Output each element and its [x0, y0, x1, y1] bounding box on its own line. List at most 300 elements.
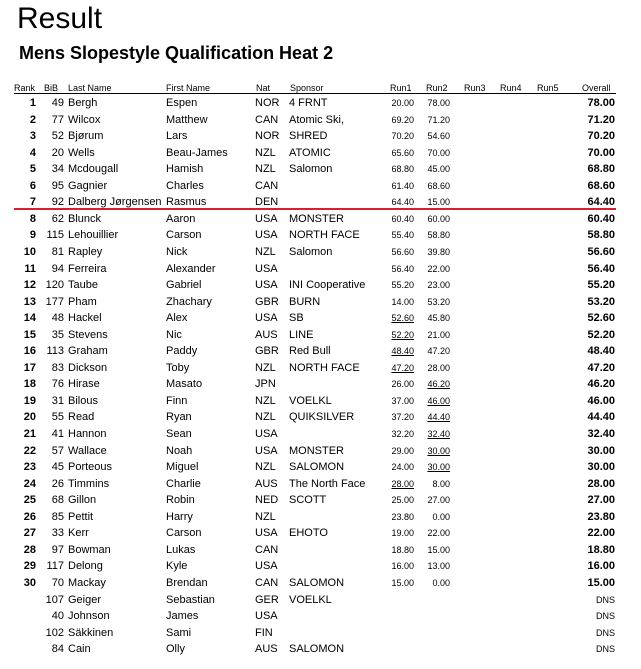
run2-cell: 46.00 — [427, 395, 450, 406]
rank-cell: 18 — [23, 378, 36, 391]
last-name-cell: Geiger — [68, 593, 102, 606]
table-row — [0, 625, 641, 641]
overall-cell: 52.20 — [587, 328, 615, 341]
run1-cell: 47.20 — [391, 362, 414, 373]
nation-cell: USA — [255, 527, 278, 540]
run2-cell: 47.20 — [427, 346, 450, 357]
bib-cell: 81 — [51, 246, 64, 258]
last-name-cell: Wilcox — [68, 113, 101, 126]
nation-cell: GER — [255, 593, 279, 606]
bib-cell: 76 — [51, 378, 64, 391]
table-row — [0, 244, 641, 260]
table-row — [0, 558, 641, 574]
qualification-cutoff-line — [14, 208, 616, 210]
first-name-cell: Miguel — [166, 461, 199, 474]
overall-cell: 52.60 — [587, 312, 615, 325]
run2-cell: 39.80 — [427, 247, 450, 257]
table-row — [0, 393, 641, 409]
overall-cell: DNS — [595, 611, 615, 622]
rank-cell: 25 — [23, 494, 36, 507]
last-name-cell: Dalberg Jørgensen — [68, 196, 162, 209]
sponsor-cell: The North Face — [289, 477, 366, 490]
page-title: Result — [17, 2, 103, 35]
nation-cell: NZL — [255, 246, 276, 258]
rank-cell: 28 — [23, 543, 36, 556]
bib-cell: 94 — [51, 262, 64, 275]
overall-cell: 70.00 — [587, 146, 615, 159]
nation-cell: NZL — [255, 461, 276, 474]
nation-cell: USA — [255, 312, 278, 325]
table-row — [0, 211, 641, 227]
table-row — [0, 161, 641, 177]
sponsor-cell: LINE — [289, 328, 314, 341]
table-row — [0, 608, 641, 624]
table-row — [0, 95, 641, 111]
sponsor-cell: SHRED — [289, 130, 328, 143]
table-row — [0, 178, 641, 194]
table-row — [0, 459, 641, 475]
last-name-cell: Stevens — [68, 328, 108, 341]
run1-cell: 16.00 — [391, 561, 414, 572]
overall-cell: 18.80 — [587, 543, 615, 556]
bib-cell: 41 — [51, 428, 64, 440]
table-row — [0, 426, 641, 442]
first-name-cell: Beau-James — [166, 146, 228, 159]
table-row — [0, 145, 641, 161]
header-overall: Overall — [582, 83, 611, 93]
sponsor-cell: Atomic Ski, — [289, 113, 345, 126]
nation-cell: USA — [255, 428, 278, 440]
last-name-cell: Read — [68, 411, 95, 424]
last-name-cell: Timmins — [68, 477, 110, 490]
run2-cell: 68.60 — [427, 180, 450, 191]
last-name-cell: Wallace — [68, 444, 107, 457]
overall-cell: 60.40 — [587, 212, 615, 225]
nation-cell: AUS — [255, 328, 278, 341]
nation-cell: NZL — [255, 361, 276, 374]
first-name-cell: Espen — [166, 97, 198, 109]
overall-cell: DNS — [595, 644, 615, 655]
overall-cell: 53.20 — [587, 295, 615, 308]
run2-cell: 46.20 — [427, 379, 450, 390]
sponsor-cell: BURN — [289, 295, 321, 308]
first-name-cell: Alex — [166, 312, 188, 325]
run2-cell: 30.00 — [427, 462, 450, 473]
bib-cell: 115 — [46, 229, 64, 242]
nation-cell: USA — [255, 610, 278, 623]
run2-cell: 71.20 — [427, 114, 450, 125]
rank-cell: 3 — [29, 130, 36, 143]
sponsor-cell: Salomon — [289, 246, 333, 258]
first-name-cell: Matthew — [166, 113, 208, 126]
rank-cell: 21 — [23, 428, 36, 440]
last-name-cell: Johnson — [68, 610, 110, 623]
run1-cell: 52.60 — [391, 313, 414, 324]
overall-cell: 30.00 — [587, 461, 615, 474]
overall-cell: 15.00 — [587, 577, 615, 589]
nation-cell: CAN — [255, 577, 279, 589]
run1-cell: 56.40 — [391, 263, 414, 274]
run2-cell: 27.00 — [427, 495, 450, 506]
overall-cell: 30.00 — [587, 444, 615, 457]
run2-cell: 0.00 — [432, 578, 450, 588]
last-name-cell: Bergh — [68, 97, 98, 109]
overall-cell: 44.40 — [587, 411, 615, 424]
bib-cell: 49 — [51, 97, 64, 109]
rank-cell: 13 — [23, 295, 36, 308]
last-name-cell: Hannon — [68, 428, 107, 440]
bib-cell: 92 — [51, 196, 64, 209]
run1-cell: 69.20 — [391, 114, 414, 125]
run1-cell: 64.40 — [391, 197, 414, 208]
sponsor-cell: VOELKL — [289, 593, 332, 606]
overall-cell: 46.00 — [587, 394, 615, 407]
rank-cell: 1 — [29, 97, 36, 109]
bib-cell: 107 — [45, 593, 64, 606]
overall-cell: 23.80 — [587, 510, 615, 523]
header-rank: Rank — [14, 83, 36, 93]
bib-cell: 113 — [46, 345, 64, 358]
run1-cell: 14.00 — [391, 296, 414, 307]
run1-cell: 55.40 — [391, 230, 414, 241]
run2-cell: 58.80 — [427, 230, 450, 241]
run1-cell: 37.00 — [391, 395, 414, 406]
bib-cell: 85 — [51, 510, 64, 523]
rank-cell: 22 — [23, 444, 36, 457]
last-name-cell: Kerr — [68, 527, 89, 540]
run1-cell: 48.40 — [391, 346, 414, 357]
header-last-name: Last Name — [68, 83, 112, 93]
run1-cell: 26.00 — [391, 379, 414, 390]
header-sponsor: Sponsor — [290, 83, 324, 93]
first-name-cell: Sami — [166, 626, 192, 639]
run2-cell: 22.00 — [427, 263, 450, 274]
last-name-cell: Lehouillier — [68, 229, 119, 242]
bib-cell: 68 — [51, 494, 64, 507]
last-name-cell: Dickson — [68, 361, 108, 374]
overall-cell: 58.80 — [587, 229, 615, 242]
first-name-cell: Kyle — [166, 560, 188, 573]
run2-cell: 0.00 — [432, 511, 450, 522]
table-row — [0, 294, 641, 310]
first-name-cell: Carson — [166, 229, 202, 242]
nation-cell: NZL — [255, 510, 276, 523]
table-row — [0, 509, 641, 525]
rank-cell: 6 — [29, 179, 36, 192]
table-row — [0, 310, 641, 326]
table-row — [0, 277, 641, 293]
last-name-cell: Bjørum — [68, 130, 104, 143]
first-name-cell: Masato — [166, 378, 203, 391]
sponsor-cell: Salomon — [289, 163, 333, 176]
overall-cell: DNS — [595, 594, 615, 605]
last-name-cell: Hirase — [68, 378, 100, 391]
nation-cell: CAN — [255, 179, 279, 192]
nation-cell: NZL — [255, 411, 276, 424]
last-name-cell: Bilous — [68, 394, 98, 407]
run2-cell: 13.00 — [427, 561, 450, 572]
run2-cell: 15.00 — [427, 544, 450, 555]
first-name-cell: Ryan — [166, 411, 192, 424]
table-row — [0, 592, 641, 608]
bib-cell: 48 — [51, 312, 64, 325]
overall-cell: 27.00 — [587, 494, 615, 507]
run1-cell: 23.80 — [391, 511, 414, 522]
run2-cell: 44.40 — [427, 412, 450, 423]
table-row — [0, 492, 641, 508]
bib-cell: 97 — [51, 543, 64, 556]
rank-cell: 19 — [23, 394, 36, 407]
overall-cell: 48.40 — [587, 345, 615, 358]
nation-cell: AUS — [255, 643, 278, 656]
first-name-cell: Finn — [166, 394, 188, 407]
overall-cell: 22.00 — [587, 527, 615, 540]
rank-cell: 16 — [23, 345, 36, 358]
run2-cell: 53.20 — [427, 296, 450, 307]
header-first-name: First Name — [166, 83, 211, 93]
run1-cell: 28.00 — [391, 478, 414, 489]
overall-cell: 56.40 — [587, 262, 615, 275]
last-name-cell: Mcdougall — [68, 163, 119, 176]
bib-cell: 77 — [51, 113, 64, 126]
last-name-cell: Pettit — [68, 510, 94, 523]
run2-cell: 21.00 — [427, 329, 450, 340]
overall-cell: 68.60 — [587, 179, 615, 192]
last-name-cell: Hackel — [68, 312, 102, 325]
first-name-cell: Lukas — [166, 543, 196, 556]
run1-cell: 19.00 — [391, 528, 414, 539]
overall-cell: DNS — [595, 627, 615, 638]
sponsor-cell: MONSTER — [289, 212, 344, 225]
table-row — [0, 443, 641, 459]
rank-cell: 11 — [24, 262, 36, 275]
run2-cell: 32.40 — [427, 429, 450, 439]
run2-cell: 15.00 — [427, 197, 450, 208]
overall-cell: 55.20 — [587, 279, 615, 292]
header-nat: Nat — [256, 83, 271, 93]
rank-cell: 10 — [23, 246, 36, 258]
first-name-cell: Gabriel — [166, 279, 202, 292]
nation-cell: USA — [255, 229, 278, 242]
nation-cell: NOR — [255, 97, 280, 109]
sponsor-cell: NORTH FACE — [289, 229, 360, 242]
nation-cell: USA — [255, 262, 278, 275]
bib-cell: 117 — [46, 560, 64, 573]
sponsor-cell: SALOMON — [289, 643, 345, 656]
run1-cell: 70.20 — [391, 131, 414, 142]
header-run4: Run4 — [500, 83, 522, 93]
rank-cell: 24 — [23, 477, 36, 490]
table-row — [0, 376, 641, 392]
table-row — [0, 409, 641, 425]
bib-cell: 57 — [51, 444, 64, 457]
nation-cell: DEN — [255, 196, 279, 209]
rank-cell: 7 — [29, 196, 36, 209]
run1-cell: 55.20 — [391, 280, 414, 291]
table-row — [0, 327, 641, 343]
rank-cell: 20 — [23, 411, 36, 424]
overall-cell: 78.00 — [587, 97, 615, 109]
table-row — [0, 641, 641, 657]
run1-cell: 61.40 — [391, 180, 414, 191]
table-row — [0, 542, 641, 558]
rank-cell: 4 — [29, 146, 36, 159]
nation-cell: NOR — [255, 130, 280, 143]
last-name-cell: Pham — [68, 295, 97, 308]
table-row — [0, 476, 641, 492]
first-name-cell: Brendan — [166, 577, 208, 589]
rank-cell: 29 — [23, 560, 36, 573]
rank-cell: 26 — [23, 510, 36, 523]
bib-cell: 95 — [51, 179, 64, 192]
sponsor-cell: SB — [289, 312, 304, 325]
last-name-cell: Blunck — [68, 212, 102, 225]
run2-cell: 22.00 — [427, 528, 450, 539]
table-row — [0, 575, 641, 591]
last-name-cell: Ferreira — [68, 262, 107, 275]
first-name-cell: Lars — [166, 130, 188, 143]
first-name-cell: Alexander — [166, 262, 216, 275]
nation-cell: NZL — [255, 394, 276, 407]
run2-cell: 23.00 — [427, 280, 450, 291]
first-name-cell: Nick — [166, 246, 188, 258]
first-name-cell: Rasmus — [166, 196, 207, 209]
bib-cell: 40 — [51, 610, 64, 623]
bib-cell: 20 — [51, 146, 64, 159]
last-name-cell: Rapley — [68, 246, 103, 258]
rank-cell: 2 — [29, 113, 36, 126]
header-run3: Run3 — [464, 83, 486, 93]
run1-cell: 56.60 — [391, 247, 414, 257]
run1-cell: 32.20 — [391, 429, 414, 439]
sponsor-cell: NORTH FACE — [289, 361, 360, 374]
sponsor-cell: SALOMON — [289, 461, 345, 474]
header-run1: Run1 — [390, 83, 412, 93]
first-name-cell: Sebastian — [166, 593, 215, 606]
run1-cell: 25.00 — [391, 495, 414, 506]
run1-cell: 60.40 — [391, 213, 414, 224]
nation-cell: CAN — [255, 113, 279, 126]
run2-cell: 78.00 — [427, 98, 450, 108]
sponsor-cell: MONSTER — [289, 444, 344, 457]
first-name-cell: Hamish — [166, 163, 204, 176]
rank-cell: 23 — [23, 461, 36, 474]
first-name-cell: Noah — [166, 444, 193, 457]
overall-cell: 16.00 — [587, 560, 615, 573]
first-name-cell: Sean — [166, 428, 192, 440]
nation-cell: CAN — [255, 543, 279, 556]
run1-cell: 37.20 — [391, 412, 414, 423]
table-row — [0, 128, 641, 144]
table-row — [0, 227, 641, 243]
first-name-cell: James — [166, 610, 199, 623]
bib-cell: 62 — [51, 212, 64, 225]
nation-cell: AUS — [255, 477, 278, 490]
table-row — [0, 112, 641, 128]
nation-cell: USA — [255, 212, 278, 225]
run1-cell: 68.80 — [391, 164, 414, 175]
table-row — [0, 261, 641, 277]
rank-cell: 17 — [23, 361, 36, 374]
run1-cell: 20.00 — [391, 98, 414, 108]
bib-cell: 84 — [51, 643, 64, 656]
last-name-cell: Taube — [68, 279, 98, 292]
rank-cell: 8 — [29, 212, 36, 225]
event-subtitle: Mens Slopestyle Qualification Heat 2 — [19, 43, 334, 63]
bib-cell: 70 — [51, 577, 64, 589]
last-name-cell: Bowman — [68, 543, 111, 556]
run1-cell: 24.00 — [391, 462, 414, 473]
first-name-cell: Nic — [166, 328, 182, 341]
sponsor-cell: SCOTT — [289, 494, 327, 507]
sponsor-cell: ATOMIC — [289, 146, 331, 159]
run1-cell: 29.00 — [391, 445, 414, 456]
bib-cell: 52 — [51, 130, 64, 143]
run2-cell: 28.00 — [427, 362, 450, 373]
bib-cell: 33 — [51, 527, 64, 540]
run1-cell: 15.00 — [391, 578, 414, 588]
first-name-cell: Zhachary — [166, 295, 212, 308]
overall-cell: 47.20 — [587, 361, 615, 374]
run2-cell: 45.80 — [427, 313, 450, 324]
last-name-cell: Wells — [68, 146, 95, 159]
last-name-cell: Mackay — [68, 577, 106, 589]
nation-cell: GBR — [255, 295, 279, 308]
bib-cell: 26 — [51, 477, 64, 490]
overall-cell: 68.80 — [587, 163, 615, 176]
table-row — [0, 360, 641, 376]
sponsor-cell: SALOMON — [289, 577, 345, 589]
table-row — [0, 525, 641, 541]
table-row — [0, 343, 641, 359]
bib-cell: 177 — [45, 295, 64, 308]
rank-cell: 5 — [29, 163, 36, 176]
first-name-cell: Harry — [166, 510, 193, 523]
nation-cell: USA — [255, 444, 278, 457]
overall-cell: 46.20 — [587, 378, 615, 391]
nation-cell: FIN — [255, 626, 273, 639]
sponsor-cell: VOELKL — [289, 394, 332, 407]
nation-cell: USA — [255, 560, 278, 573]
nation-cell: NED — [255, 494, 279, 507]
bib-cell: 45 — [51, 461, 64, 474]
sponsor-cell: INI Cooperative — [289, 279, 366, 292]
bib-cell: 55 — [51, 411, 64, 424]
first-name-cell: Toby — [166, 361, 190, 374]
overall-cell: 32.40 — [587, 428, 615, 440]
last-name-cell: Gillon — [68, 494, 97, 507]
rank-cell: 14 — [23, 312, 36, 325]
first-name-cell: Robin — [166, 494, 195, 507]
overall-cell: 71.20 — [587, 113, 615, 126]
run1-cell: 18.80 — [391, 544, 414, 555]
sponsor-cell: 4 FRNT — [289, 97, 328, 109]
rank-cell: 30 — [23, 577, 36, 589]
overall-cell: 56.60 — [587, 246, 615, 258]
nation-cell: NZL — [255, 163, 276, 176]
run1-cell: 52.20 — [391, 329, 414, 340]
nation-cell: USA — [255, 279, 278, 292]
header-run5: Run5 — [537, 83, 559, 93]
sponsor-cell: EHOTO — [289, 527, 328, 540]
bib-cell: 34 — [51, 163, 64, 176]
overall-cell: 28.00 — [587, 477, 615, 490]
nation-cell: GBR — [255, 345, 279, 358]
last-name-cell: Cain — [68, 643, 91, 656]
run2-cell: 30.00 — [427, 445, 450, 456]
last-name-cell: Gagnier — [68, 179, 108, 192]
first-name-cell: Charlie — [166, 477, 201, 490]
